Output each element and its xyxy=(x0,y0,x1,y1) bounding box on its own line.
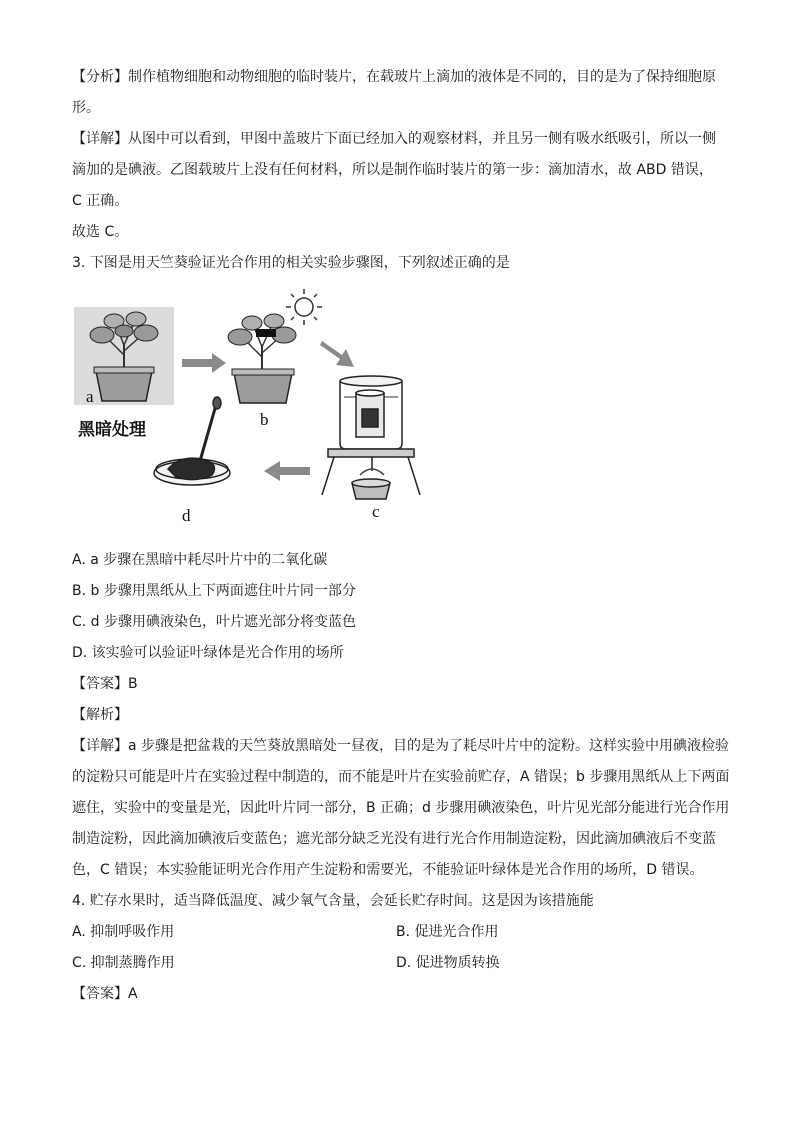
arrow-a-to-b xyxy=(182,353,226,373)
q4-answer: 【答案】A xyxy=(72,986,138,1002)
q3-option-a: A. a 步骤在黑暗中耗尽叶片中的二氧化碳 xyxy=(72,552,328,568)
q3-explain-title: 【解析】 xyxy=(72,707,128,723)
petri-dish-iodine-icon xyxy=(154,397,230,485)
q3-detail-line-4: 制造淀粉，因此滴加碘液后变蓝色；遮光部分缺乏光没有进行光合作用制造淀粉，因此滴加碘液后不变蓝 xyxy=(72,831,716,847)
sun-icon xyxy=(286,289,322,325)
q2-analysis-line-1: 【分析】制作植物细胞和动物细胞的临时装片，在载玻片上滴加的液体是不同的，目的是为了保持细胞原 xyxy=(72,69,716,85)
q4-options-row-2 xyxy=(72,948,724,979)
q4-title: 4. 贮存水果时，适当降低温度、减少氧气含量，会延长贮存时间。这是因为该措施能 xyxy=(72,893,594,909)
label-a: a xyxy=(86,387,94,406)
geranium-plant-b-icon xyxy=(228,314,296,403)
q4-option-b: B. 促进光合作用 xyxy=(396,924,499,940)
q4-option-c: C. 抑制蒸腾作用 xyxy=(72,955,175,971)
q3-option-b: B. b 步骤用黑纸从上下两面遮住叶片同一部分 xyxy=(72,583,356,599)
q3-detail-line-5: 色，C 错误；本实验能证明光合作用产生淀粉和需要光，不能验证叶绿体是光合作用的场所，D 错误。 xyxy=(72,862,704,878)
experiment-diagram xyxy=(72,285,432,541)
q3-answer: 【答案】B xyxy=(72,676,138,692)
experiment-figure xyxy=(72,285,432,541)
q4-option-d: D. 促进物质转换 xyxy=(396,955,500,971)
q2-detail-line-1: 【详解】从图中可以看到，甲图中盖玻片下面已经加入的观察材料，并且另一侧有吸水纸吸引，所以一侧 xyxy=(72,131,716,147)
label-c: c xyxy=(372,502,380,521)
q3-title: 3. 下图是用天竺葵验证光合作用的相关实验步骤图，下列叙述正确的是 xyxy=(72,255,510,271)
q2-detail-line-3: C 正确。 xyxy=(72,193,129,209)
label-d: d xyxy=(182,506,191,525)
arrow-c-to-d xyxy=(264,461,310,481)
q4-options-row-1 xyxy=(72,917,724,948)
arrow-b-to-c xyxy=(320,341,354,367)
q3-detail-line-2: 的淀粉只可能是叶片在实验过程中制造的，而不能是叶片在实验前贮存，A 错误；b 步骤用黑纸从上下两面 xyxy=(72,769,730,785)
q3-option-d: D. 该实验可以验证叶绿体是光合作用的场所 xyxy=(72,645,344,661)
q4-option-a: A. 抑制呼吸作用 xyxy=(72,924,175,940)
q3-detail-line-3: 遮住，实验中的变量是光，因此叶片同一部分，B 正确；d 步骤用碘液染色，叶片见光部分能进行光合作用 xyxy=(72,800,730,816)
label-b: b xyxy=(260,410,269,429)
black-paper-cover xyxy=(256,329,276,337)
q2-analysis-line-2: 形。 xyxy=(72,100,100,116)
q3-option-c: C. d 步骤用碘液染色，叶片遮光部分将变蓝色 xyxy=(72,614,357,630)
q2-choose: 故选 C。 xyxy=(72,224,129,240)
water-bath-apparatus-icon xyxy=(322,376,420,499)
q3-detail-line-1: 【详解】a 步骤是把盆栽的天竺葵放黑暗处一昼夜，目的是为了耗尽叶片中的淀粉。这样实验中用碘液检验 xyxy=(72,738,730,754)
q2-detail-line-2: 滴加的是碘液。乙图载玻片上没有任何材料，所以是制作临时装片的第一步：滴加清水，故 ABD 错误， xyxy=(72,162,713,178)
label-dark-treatment: 黑暗处理 xyxy=(78,420,146,440)
document-page xyxy=(72,62,730,1010)
